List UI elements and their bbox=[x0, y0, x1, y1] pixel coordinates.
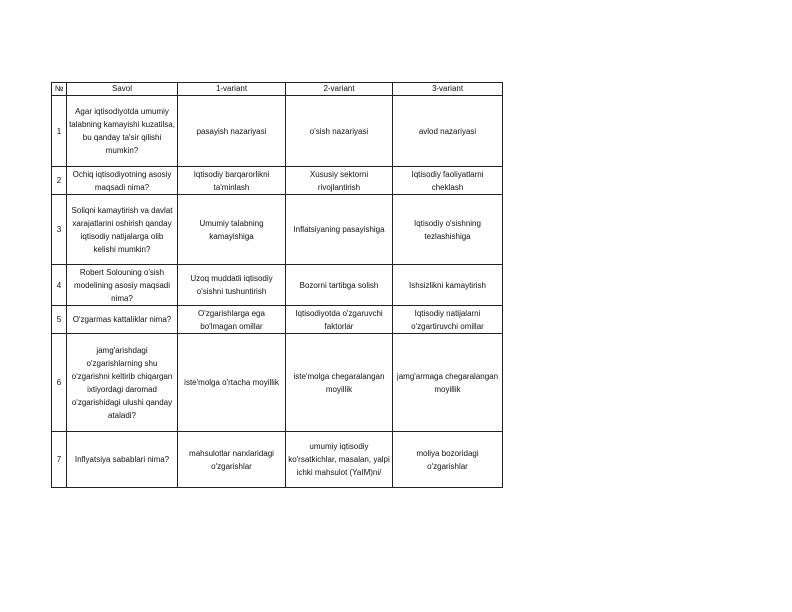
variant-2-cell: Inflatsiyaning pasayishiga bbox=[286, 195, 393, 265]
question-cell: O'zgarmas kattaliklar nima? bbox=[67, 306, 178, 334]
variant-3-cell: jamg'armaga chegaralangan moyillik bbox=[393, 334, 503, 432]
variant-2-cell: umumiy iqtisodiy ko'rsatkichlar, masalan, yalpi ichki mahsulot (YaIM)ni/ bbox=[286, 432, 393, 488]
table-row bbox=[52, 432, 503, 488]
variant-1-cell: pasayish nazariyasi bbox=[178, 96, 286, 167]
variant-3-cell: Ishsizlikni kamaytirish bbox=[393, 265, 503, 306]
variant-2-cell: iste'molga chegaralangan moyillik bbox=[286, 334, 393, 432]
variant-2-cell: o'sish nazariyasi bbox=[286, 96, 393, 167]
row-number: 5 bbox=[52, 306, 67, 334]
question-cell: Agar iqtisodiyotda umumiy talabning kamayishi kuzatilsa, bu qanday ta'sir qilishi mumkin? bbox=[67, 96, 178, 167]
question-cell: Soliqni kamaytirish va davlat xarajatlarini oshirish qanday iqtisodiy natijalarga olib kelishi mumkin? bbox=[67, 195, 178, 265]
header-variant-2: 2-variant bbox=[286, 83, 393, 96]
variant-3-cell: moliya bozoridagi o'zgarishlar bbox=[393, 432, 503, 488]
table-row bbox=[52, 167, 503, 195]
table-row bbox=[52, 96, 503, 167]
variant-3-cell: avlod nazariyasi bbox=[393, 96, 503, 167]
header-number: № bbox=[52, 83, 67, 96]
variant-1-cell: O'zgarishlarga ega bo'lmagan omillar bbox=[178, 306, 286, 334]
question-cell: jamg'arishdagi o'zgarishlarning shu o'zgarishni keltirib chiqargan ixtiyordagi daromad o'zgarishidagi ulushi qanday ataladi? bbox=[67, 334, 178, 432]
questions-table bbox=[51, 82, 503, 488]
header-question: Savol bbox=[67, 83, 178, 96]
table-row bbox=[52, 334, 503, 432]
row-number: 1 bbox=[52, 96, 67, 167]
variant-1-cell: Uzoq muddatli iqtisodiy o'sishni tushuntirish bbox=[178, 265, 286, 306]
variant-1-cell: Umumiy talabning kamayishiga bbox=[178, 195, 286, 265]
row-number: 4 bbox=[52, 265, 67, 306]
variant-2-cell: Xususiy sektorni rivojlantirish bbox=[286, 167, 393, 195]
variant-3-cell: Iqtisodiy faoliyatlarni cheklash bbox=[393, 167, 503, 195]
variant-2-cell: Bozorni tartibga solish bbox=[286, 265, 393, 306]
variant-1-cell: mahsulotlar narxlaridagi o'zgarishlar bbox=[178, 432, 286, 488]
table-row bbox=[52, 195, 503, 265]
row-number: 3 bbox=[52, 195, 67, 265]
variant-1-cell: iste'molga o'rtacha moyillik bbox=[178, 334, 286, 432]
variant-3-cell: Iqtisodiy natijalarni o'zgartiruvchi omillar bbox=[393, 306, 503, 334]
table-row bbox=[52, 265, 503, 306]
variant-2-cell: Iqtisodiyotda o'zgaruvchi faktorlar bbox=[286, 306, 393, 334]
variant-1-cell: Iqtisodiy barqarorlikni ta'minlash bbox=[178, 167, 286, 195]
question-cell: Inflyatsiya sabablari nima? bbox=[67, 432, 178, 488]
row-number: 7 bbox=[52, 432, 67, 488]
question-cell: Ochiq iqtisodiyotning asosiy maqsadi nima? bbox=[67, 167, 178, 195]
header-variant-1: 1-variant bbox=[178, 83, 286, 96]
header-row bbox=[52, 83, 503, 96]
variant-3-cell: Iqtisodiy o'sishning tezlashishiga bbox=[393, 195, 503, 265]
table-row bbox=[52, 306, 503, 334]
row-number: 6 bbox=[52, 334, 67, 432]
header-variant-3: 3-variant bbox=[393, 83, 503, 96]
row-number: 2 bbox=[52, 167, 67, 195]
question-cell: Robert Solouning o'sish modelining asosiy maqsadi nima? bbox=[67, 265, 178, 306]
